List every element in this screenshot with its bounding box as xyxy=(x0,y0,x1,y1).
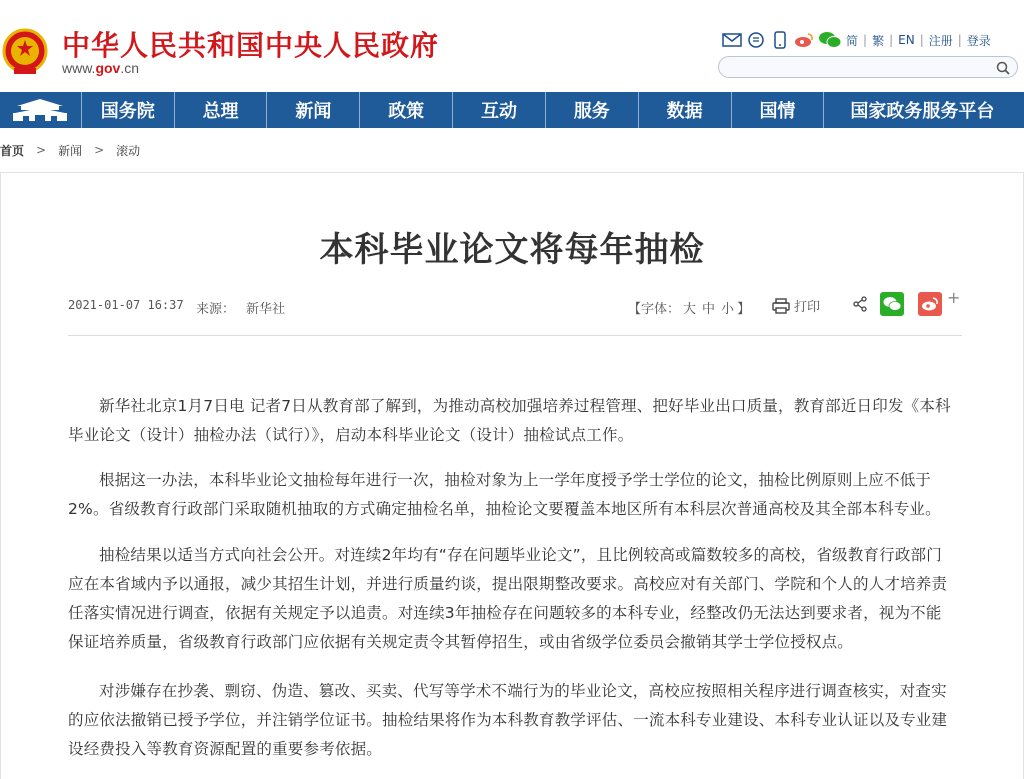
login-link[interactable]: 登录 xyxy=(966,33,991,48)
font-size-small[interactable]: 小 xyxy=(721,302,735,317)
wechat-icon xyxy=(882,296,902,312)
search-input[interactable] xyxy=(729,59,989,75)
mail-icon[interactable] xyxy=(722,31,742,49)
article-paragraph: 根据这一办法，本科毕业论文抽检每年进行一次，抽检对象为上一学年度授予学士学位的论文，抽检比例原则上应不低于2%。省级教育行政部门采取随机抽取的方式确定抽检名单，抽检论文要覆盖本地区所有本科层次普通高校及其全部本科专业。 xyxy=(68,471,941,518)
divider: | xyxy=(919,33,924,47)
share-weibo-button[interactable] xyxy=(918,292,942,316)
print-label: 打印 xyxy=(794,300,821,315)
nav-item-policy[interactable]: 政策 xyxy=(360,92,453,128)
breadcrumb-rolling[interactable]: 滚动 xyxy=(116,143,141,158)
nav-item-state-council[interactable]: 国务院 xyxy=(82,92,175,128)
search-box xyxy=(718,56,1018,78)
breadcrumb-news[interactable]: 新闻 xyxy=(58,143,83,158)
national-emblem-icon[interactable] xyxy=(2,28,48,76)
source-label: 来源： xyxy=(196,302,236,317)
article-paragraph: 对涉嫌存在抄袭、剽窃、伪造、篡改、买卖、代写等学术不端行为的毕业论文，高校应按照相关程序进行调查核实，对查实的应依法撤销已授予学位，并注销学位证书。抽检结果将作为本科教育教学评估、一流本科专业建设、本科专业认证以及专业建设经费投入等教育资源配置的重要参考依据。 xyxy=(68,682,948,758)
nav-item-interaction[interactable]: 互动 xyxy=(453,92,546,128)
search-icon[interactable] xyxy=(995,60,1011,76)
breadcrumb xyxy=(0,141,140,159)
breadcrumb-home[interactable]: 首页 xyxy=(0,143,25,158)
article-title: 本科毕业论文将每年抽检 xyxy=(319,230,705,270)
lang-traditional-link[interactable]: 繁 xyxy=(872,33,885,48)
article-paragraph: 抽检结果以适当方式向社会公开。对连续2年均有“存在问题毕业论文”，且比例较高或篇数较多的高校，省级教育行政部门应在本省域内予以通报，减少其招生计划，并进行质量约谈，提出限期整改要求。高校应对有关部门、学院和个人的人才培养责任落实情况进行调查，依据有关规定予以追责。对连续3年抽检存在问题较多的本科专业，经整改仍无法达到要求者，视为不能保证培养质量，省级教育行政部门应依据有关规定责令其暂停招生，或由省级学位委员会撤销其学士学位授权点。 xyxy=(68,546,948,651)
divider: | xyxy=(889,33,894,47)
register-link[interactable]: 注册 xyxy=(928,33,953,48)
print-button[interactable] xyxy=(772,296,820,315)
header-tools xyxy=(722,30,991,50)
breadcrumb-separator: > xyxy=(36,143,47,157)
share-more-button[interactable]: + xyxy=(947,288,961,307)
source-name: 新华社 xyxy=(246,302,286,317)
nav-item-news[interactable]: 新闻 xyxy=(267,92,360,128)
publish-date: 2021-01-07 16:37 xyxy=(68,298,184,312)
nav-item-service-platform[interactable]: 国家政务服务平台 xyxy=(850,101,995,122)
nav-item-data[interactable]: 数据 xyxy=(639,92,732,128)
lang-english-link[interactable]: EN xyxy=(898,33,915,47)
wechat-icon[interactable] xyxy=(818,31,842,49)
font-size-control xyxy=(628,298,750,317)
nav-item-services[interactable]: 服务 xyxy=(546,92,639,128)
rss-icon[interactable] xyxy=(746,31,766,49)
main-nav xyxy=(0,92,1024,128)
lang-simplified-link[interactable]: 简 xyxy=(846,33,859,48)
divider: | xyxy=(863,33,868,47)
divider: | xyxy=(957,33,962,47)
font-size-large[interactable]: 大 xyxy=(683,302,697,317)
weibo-icon xyxy=(920,296,940,312)
site-url[interactable] xyxy=(62,60,139,76)
tiananmen-icon[interactable] xyxy=(0,92,82,128)
breadcrumb-separator: > xyxy=(94,143,105,157)
site-header xyxy=(0,0,1024,92)
weibo-icon[interactable] xyxy=(794,31,814,49)
font-size-label: 【字体： xyxy=(628,302,681,317)
share-icon[interactable] xyxy=(852,296,868,312)
font-size-close: 】 xyxy=(737,302,751,317)
url-prefix: www. xyxy=(62,60,96,76)
site-title[interactable]: 中华人民共和国中央人民政府 xyxy=(62,29,440,62)
url-suffix: .cn xyxy=(120,60,140,76)
nav-item-premier[interactable]: 总理 xyxy=(175,92,268,128)
article-paragraph: 新华社北京1月7日电 记者7日从教育部了解到，为推动高校加强培养过程管理、把好毕业出口质量，教育部近日印发《本科毕业论文（设计）抽检办法（试行）》，启动本科毕业论文（设计）抽检试点工作。 xyxy=(68,397,951,444)
nav-item-national-info[interactable]: 国情 xyxy=(732,92,825,128)
font-size-medium[interactable]: 中 xyxy=(702,302,716,317)
share-wechat-button[interactable] xyxy=(880,292,904,316)
print-icon xyxy=(772,298,790,314)
url-brand: gov xyxy=(95,60,121,76)
article-meta xyxy=(68,288,962,336)
mobile-icon[interactable] xyxy=(770,31,790,49)
